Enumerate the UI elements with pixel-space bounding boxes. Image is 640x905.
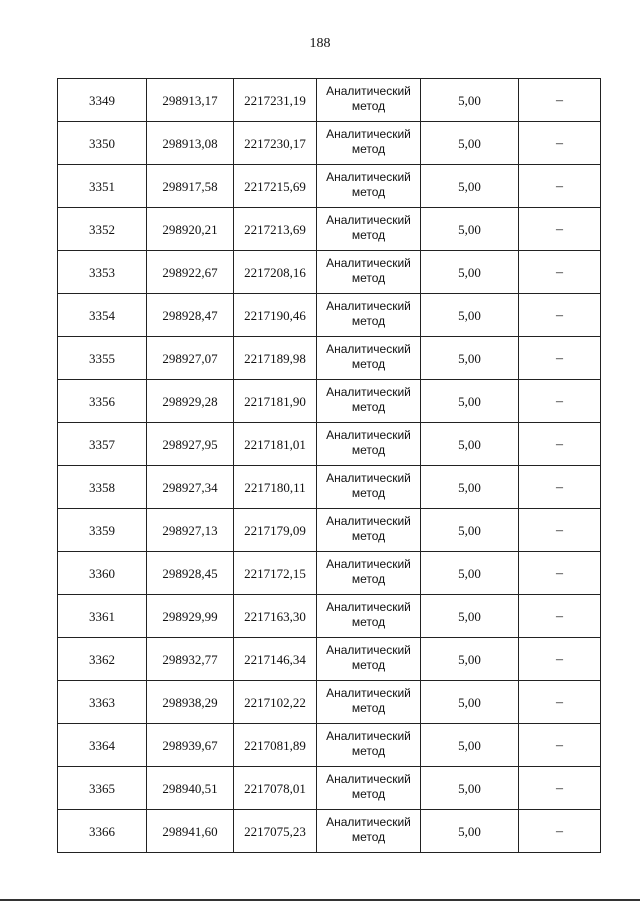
x-coordinate-cell: 298927,95 xyxy=(147,423,234,466)
note-cell: – xyxy=(519,251,601,294)
method-cell xyxy=(317,208,421,251)
x-coordinate-cell: 298939,67 xyxy=(147,724,234,767)
page-bottom-rule xyxy=(0,899,640,901)
x-coordinate-cell: 298941,60 xyxy=(147,810,234,853)
method-line-1: Аналитический xyxy=(326,342,411,356)
table-row xyxy=(58,165,601,208)
table-row xyxy=(58,423,601,466)
method-line-2: метод xyxy=(351,357,386,371)
method-line-1: Аналитический xyxy=(326,600,411,614)
method-line-1: Аналитический xyxy=(326,557,411,571)
accuracy-cell: 5,00 xyxy=(421,423,519,466)
point-number-cell: 3359 xyxy=(58,509,147,552)
y-coordinate-cell: 2217102,22 xyxy=(234,681,317,724)
method-line-1: Аналитический xyxy=(326,729,411,743)
point-number-cell: 3361 xyxy=(58,595,147,638)
table-row xyxy=(58,337,601,380)
coordinates-table-body xyxy=(58,79,601,853)
y-coordinate-cell: 2217078,01 xyxy=(234,767,317,810)
method-line-2: метод xyxy=(351,701,386,715)
method-cell xyxy=(317,595,421,638)
method-line-1: Аналитический xyxy=(326,127,411,141)
y-coordinate-cell: 2217181,01 xyxy=(234,423,317,466)
method-line-1: Аналитический xyxy=(326,686,411,700)
y-coordinate-cell: 2217146,34 xyxy=(234,638,317,681)
method-line-2: метод xyxy=(351,271,386,285)
method-line-2: метод xyxy=(351,529,386,543)
accuracy-cell: 5,00 xyxy=(421,638,519,681)
note-cell: – xyxy=(519,681,601,724)
y-coordinate-cell: 2217208,16 xyxy=(234,251,317,294)
note-cell: – xyxy=(519,423,601,466)
y-coordinate-cell: 2217230,17 xyxy=(234,122,317,165)
method-line-2: метод xyxy=(351,486,386,500)
accuracy-cell: 5,00 xyxy=(421,552,519,595)
y-coordinate-cell: 2217075,23 xyxy=(234,810,317,853)
x-coordinate-cell: 298928,45 xyxy=(147,552,234,595)
table-row xyxy=(58,810,601,853)
point-number-cell: 3360 xyxy=(58,552,147,595)
method-cell xyxy=(317,79,421,122)
note-cell: – xyxy=(519,122,601,165)
point-number-cell: 3356 xyxy=(58,380,147,423)
method-line-1: Аналитический xyxy=(326,514,411,528)
method-cell xyxy=(317,810,421,853)
method-cell xyxy=(317,681,421,724)
table-row xyxy=(58,208,601,251)
y-coordinate-cell: 2217081,89 xyxy=(234,724,317,767)
method-line-2: метод xyxy=(351,99,386,113)
y-coordinate-cell: 2217179,09 xyxy=(234,509,317,552)
method-line-1: Аналитический xyxy=(326,385,411,399)
method-line-2: метод xyxy=(351,142,386,156)
table-row xyxy=(58,681,601,724)
note-cell: – xyxy=(519,638,601,681)
x-coordinate-cell: 298913,08 xyxy=(147,122,234,165)
page-number: 188 xyxy=(309,36,331,51)
table-row xyxy=(58,79,601,122)
point-number-cell: 3362 xyxy=(58,638,147,681)
note-cell: – xyxy=(519,466,601,509)
method-line-2: метод xyxy=(351,228,386,242)
method-line-2: метод xyxy=(351,658,386,672)
point-number-cell: 3357 xyxy=(58,423,147,466)
accuracy-cell: 5,00 xyxy=(421,165,519,208)
accuracy-cell: 5,00 xyxy=(421,509,519,552)
accuracy-cell: 5,00 xyxy=(421,466,519,509)
y-coordinate-cell: 2217163,30 xyxy=(234,595,317,638)
accuracy-cell: 5,00 xyxy=(421,294,519,337)
table-row xyxy=(58,767,601,810)
x-coordinate-cell: 298913,17 xyxy=(147,79,234,122)
point-number-cell: 3353 xyxy=(58,251,147,294)
note-cell: – xyxy=(519,552,601,595)
x-coordinate-cell: 298917,58 xyxy=(147,165,234,208)
y-coordinate-cell: 2217172,15 xyxy=(234,552,317,595)
y-coordinate-cell: 2217231,19 xyxy=(234,79,317,122)
note-cell: – xyxy=(519,595,601,638)
method-cell xyxy=(317,251,421,294)
coordinates-table xyxy=(57,78,601,853)
method-cell xyxy=(317,294,421,337)
method-cell xyxy=(317,466,421,509)
x-coordinate-cell: 298932,77 xyxy=(147,638,234,681)
method-cell xyxy=(317,509,421,552)
point-number-cell: 3363 xyxy=(58,681,147,724)
accuracy-cell: 5,00 xyxy=(421,681,519,724)
note-cell: – xyxy=(519,79,601,122)
method-line-1: Аналитический xyxy=(326,84,411,98)
note-cell: – xyxy=(519,337,601,380)
note-cell: – xyxy=(519,724,601,767)
table-row xyxy=(58,466,601,509)
note-cell: – xyxy=(519,509,601,552)
method-line-2: метод xyxy=(351,443,386,457)
y-coordinate-cell: 2217181,90 xyxy=(234,380,317,423)
method-cell xyxy=(317,122,421,165)
point-number-cell: 3355 xyxy=(58,337,147,380)
method-line-1: Аналитический xyxy=(326,643,411,657)
method-cell xyxy=(317,337,421,380)
accuracy-cell: 5,00 xyxy=(421,767,519,810)
method-cell xyxy=(317,552,421,595)
point-number-cell: 3364 xyxy=(58,724,147,767)
method-line-1: Аналитический xyxy=(326,299,411,313)
accuracy-cell: 5,00 xyxy=(421,208,519,251)
method-cell xyxy=(317,380,421,423)
accuracy-cell: 5,00 xyxy=(421,724,519,767)
x-coordinate-cell: 298938,29 xyxy=(147,681,234,724)
accuracy-cell: 5,00 xyxy=(421,122,519,165)
method-line-2: метод xyxy=(351,615,386,629)
point-number-cell: 3351 xyxy=(58,165,147,208)
y-coordinate-cell: 2217190,46 xyxy=(234,294,317,337)
x-coordinate-cell: 298920,21 xyxy=(147,208,234,251)
point-number-cell: 3350 xyxy=(58,122,147,165)
x-coordinate-cell: 298929,28 xyxy=(147,380,234,423)
point-number-cell: 3354 xyxy=(58,294,147,337)
method-line-1: Аналитический xyxy=(326,772,411,786)
table-row xyxy=(58,509,601,552)
point-number-cell: 3349 xyxy=(58,79,147,122)
method-line-1: Аналитический xyxy=(326,815,411,829)
x-coordinate-cell: 298928,47 xyxy=(147,294,234,337)
method-line-2: метод xyxy=(351,185,386,199)
table-row xyxy=(58,294,601,337)
note-cell: – xyxy=(519,294,601,337)
table-row xyxy=(58,595,601,638)
y-coordinate-cell: 2217215,69 xyxy=(234,165,317,208)
x-coordinate-cell: 298929,99 xyxy=(147,595,234,638)
method-line-1: Аналитический xyxy=(326,213,411,227)
table-row xyxy=(58,552,601,595)
note-cell: – xyxy=(519,165,601,208)
method-line-1: Аналитический xyxy=(326,256,411,270)
method-cell xyxy=(317,423,421,466)
note-cell: – xyxy=(519,810,601,853)
table-row xyxy=(58,251,601,294)
method-cell xyxy=(317,724,421,767)
point-number-cell: 3366 xyxy=(58,810,147,853)
x-coordinate-cell: 298927,13 xyxy=(147,509,234,552)
method-cell xyxy=(317,638,421,681)
table-row xyxy=(58,638,601,681)
accuracy-cell: 5,00 xyxy=(421,337,519,380)
y-coordinate-cell: 2217180,11 xyxy=(234,466,317,509)
method-cell xyxy=(317,767,421,810)
x-coordinate-cell: 298922,67 xyxy=(147,251,234,294)
note-cell: – xyxy=(519,208,601,251)
method-line-1: Аналитический xyxy=(326,428,411,442)
point-number-cell: 3352 xyxy=(58,208,147,251)
method-line-2: метод xyxy=(351,744,386,758)
y-coordinate-cell: 2217189,98 xyxy=(234,337,317,380)
point-number-cell: 3365 xyxy=(58,767,147,810)
note-cell: – xyxy=(519,767,601,810)
method-cell xyxy=(317,165,421,208)
note-cell: – xyxy=(519,380,601,423)
accuracy-cell: 5,00 xyxy=(421,810,519,853)
method-line-1: Аналитический xyxy=(326,471,411,485)
x-coordinate-cell: 298927,07 xyxy=(147,337,234,380)
method-line-2: метод xyxy=(351,830,386,844)
accuracy-cell: 5,00 xyxy=(421,380,519,423)
point-number-cell: 3358 xyxy=(58,466,147,509)
method-line-2: метод xyxy=(351,400,386,414)
method-line-2: метод xyxy=(351,572,386,586)
accuracy-cell: 5,00 xyxy=(421,595,519,638)
table-row xyxy=(58,122,601,165)
method-line-2: метод xyxy=(351,314,386,328)
method-line-1: Аналитический xyxy=(326,170,411,184)
table-row xyxy=(58,724,601,767)
x-coordinate-cell: 298927,34 xyxy=(147,466,234,509)
method-line-2: метод xyxy=(351,787,386,801)
accuracy-cell: 5,00 xyxy=(421,251,519,294)
table-row xyxy=(58,380,601,423)
y-coordinate-cell: 2217213,69 xyxy=(234,208,317,251)
x-coordinate-cell: 298940,51 xyxy=(147,767,234,810)
accuracy-cell: 5,00 xyxy=(421,79,519,122)
